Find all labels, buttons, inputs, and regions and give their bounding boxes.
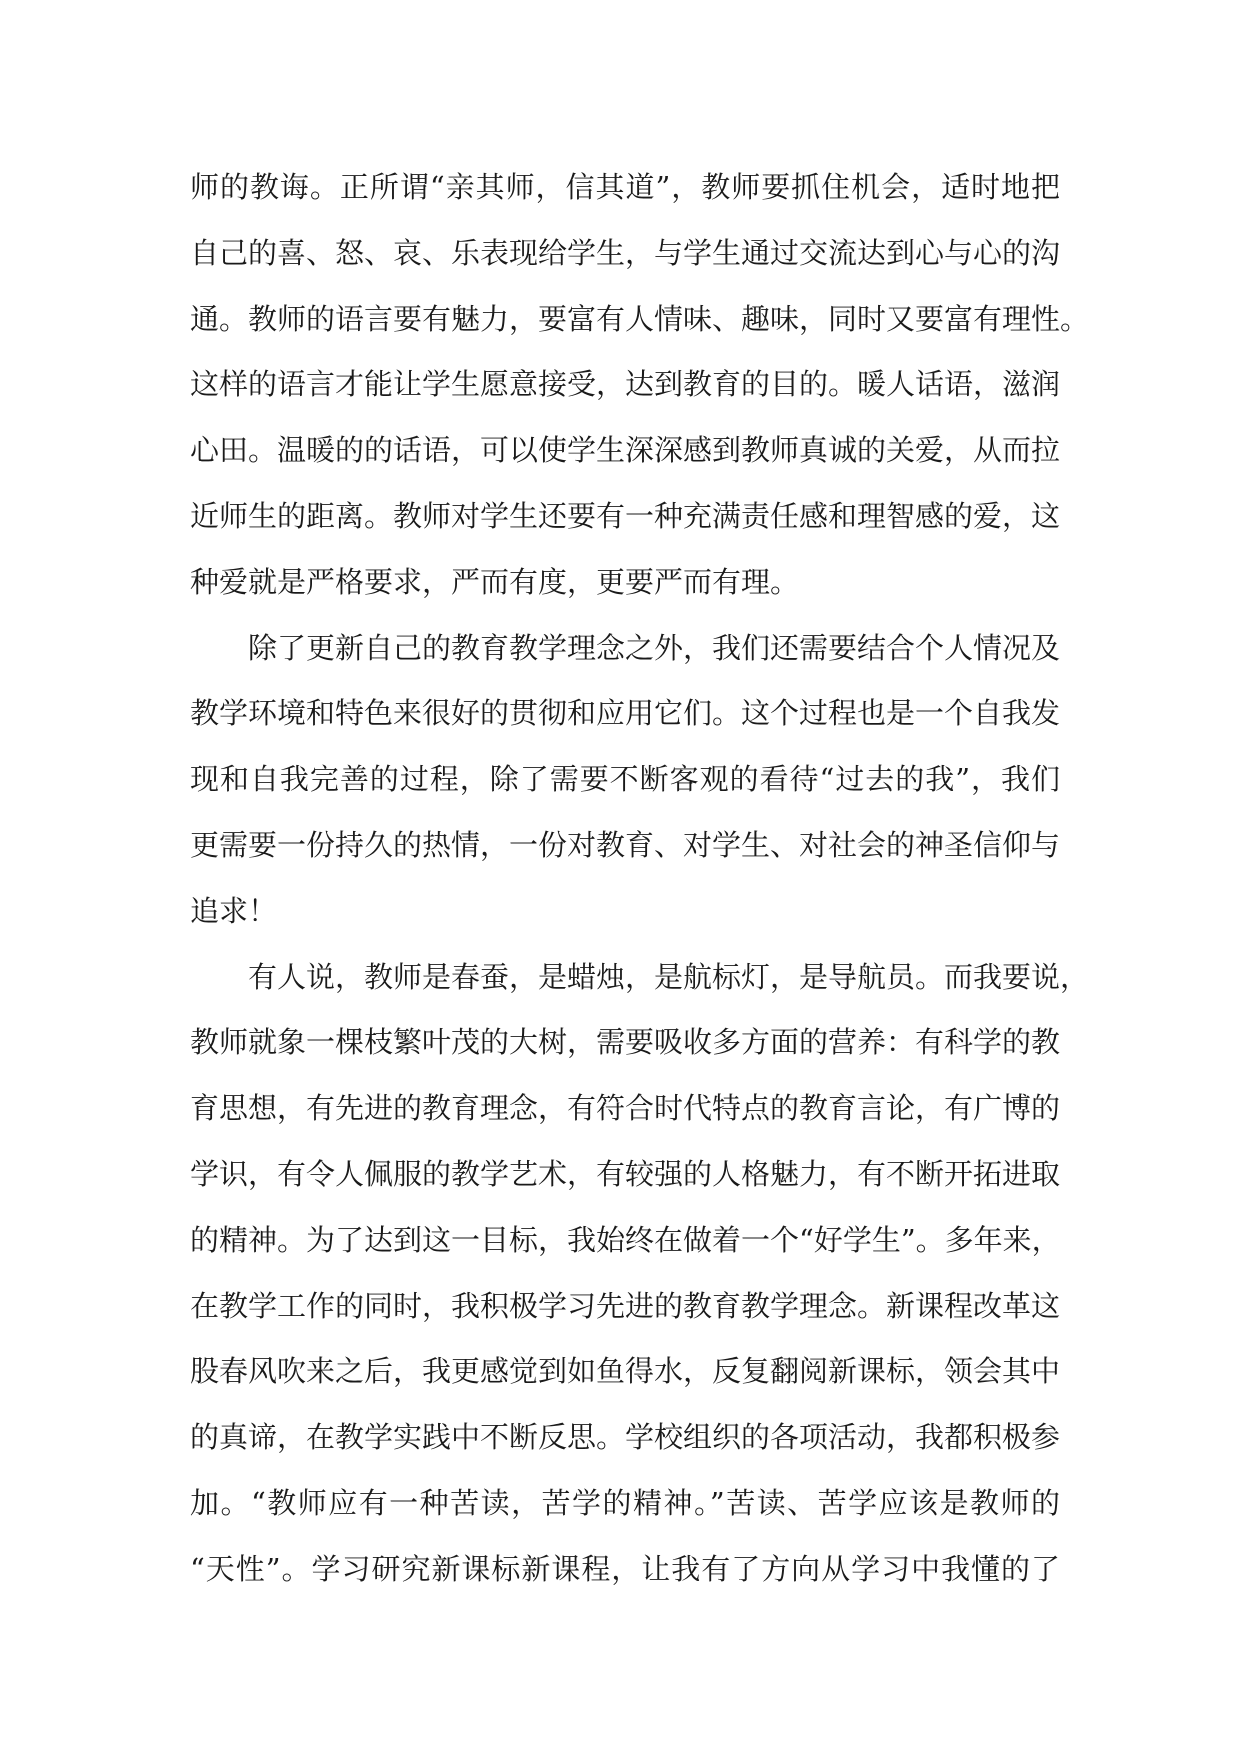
body-text: [190, 155, 1090, 1603]
text-line: 种爱就是严格要求，严而有度，更要严而有理。: [190, 564, 800, 599]
paragraph-first-line: 除了更新自己的教育教学理念之外，我们还需要结合个人情况及: [248, 630, 1061, 665]
text-line: 学识，有令人佩服的教学艺术，有较强的人格魅力，有不断开拓进取: [190, 1156, 1061, 1191]
text-line: 通。教师的语言要有魅力，要富有人情味、趣味，同时又要富有理性。: [190, 301, 1090, 336]
text-line: 的精神。为了达到这一目标，我始终在做着一个“好学生”。多年来，: [190, 1222, 1061, 1257]
text-line: 自己的喜、怒、哀、乐表现给学生，与学生通过交流达到心与心的沟: [190, 235, 1061, 270]
text-line: 追求！: [190, 893, 278, 928]
text-line: 现和自我完善的过程，除了需要不断客观的看待“过去的我”，我们: [190, 762, 1060, 797]
paragraph-first-line: 有人说，教师是春蚕，是蜡烛，是航标灯，是导航员。而我要说，: [248, 959, 1090, 994]
text-line: 育思想，有先进的教育理念，有符合时代特点的教育言论，有广博的: [190, 1091, 1061, 1126]
text-line: 教师就象一棵枝繁叶茂的大树，需要吸收多方面的营养：有科学的教: [190, 1025, 1061, 1060]
text-line: 在教学工作的同时，我积极学习先进的教育教学理念。新课程改革这: [190, 1288, 1061, 1323]
text-line: “天性”。学习研究新课标新课程，让我有了方向从学习中我懂的了: [190, 1551, 1060, 1586]
text-line: 的真谛，在教学实践中不断反思。学校组织的各项活动，我都积极参: [190, 1420, 1061, 1455]
text-line: 心田。温暖的的话语，可以使学生深深感到教师真诚的关爱，从而拉: [190, 433, 1061, 468]
text-line: 这样的语言才能让学生愿意接受，达到教育的目的。暖人话语，滋润: [190, 367, 1061, 402]
text-line: 股春风吹来之后，我更感觉到如鱼得水，反复翻阅新课标，领会其中: [190, 1354, 1061, 1389]
text-line: 教学环境和特色来很好的贯彻和应用它们。这个过程也是一个自我发: [190, 696, 1061, 731]
text-line: 师的教诲。正所谓“亲其师，信其道”，教师要抓住机会，适时地把: [190, 170, 1060, 204]
text-line: 更需要一份持久的热情，一份对教育、对学生、对社会的神圣信仰与: [190, 827, 1061, 862]
text-line: 加。“教师应有一种苦读，苦学的精神。”苦读、苦学应该是教师的: [190, 1485, 1060, 1520]
text-line: 近师生的距离。教师对学生还要有一种充满责任感和理智感的爱，这: [190, 498, 1061, 533]
